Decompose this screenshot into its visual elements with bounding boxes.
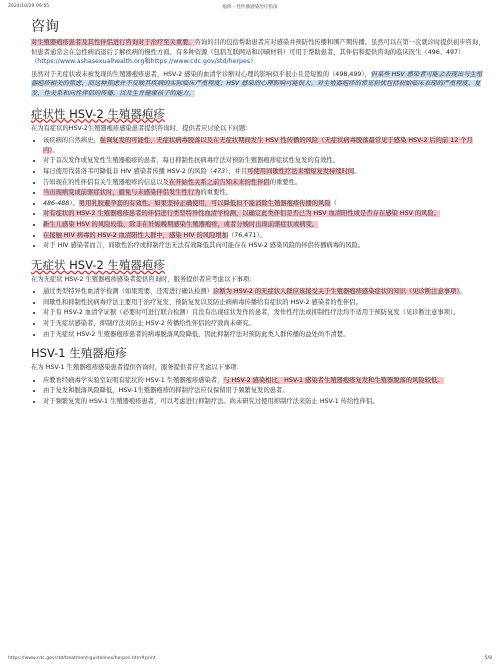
section-title-hsv1: HSV-1 生殖器疱疹 (31, 346, 127, 361)
highlight-text: 但某些 HSV 感染者可能会表现出与生殖器疱疹相关的焦虑、而这种焦虑并不反映其疾病的实际临床严重程度；HSV 感染的心理影响可能很大。对生殖器疱疹的常见担忧包括初始临床表现的严重程度、复发、性关系和向性伴侣的传播，以及生育健康孩子的能力。 (31, 70, 483, 97)
page-number: 5/8 (484, 656, 492, 661)
list-item (43, 209, 486, 219)
section-title-asymptomatic: 无症状 HSV-2 生殖器疱疹 (31, 257, 165, 272)
list-item: • 该疾病的自然病史，强调复发的可能性、无症状病毒脱落以及在无症状期间发生 HSV 性传播的风险（无症状病毒脱落最常见于感染 HSV-2 后的前 12 个月内）。 (43, 136, 486, 155)
list-item: • 对于有 HSV-2 血清学证据（必要时可进行联合检测）且没有出现症状发作的患者，发作性疗法或抑制性疗法均不适用于预防复发（见诊断注意事项）。 (43, 308, 486, 318)
counseling-paragraph-1: 对生殖器疱疹患者及其性伴侣进行咨询对于治疗至关重要。咨询的目的包括帮助患者应对感染并预防性传播和围产期传播。虽然可以在第一次就诊时提供初步咨询，但患者通常会在急性病消退后了解疾病的慢性方面。有多种资源（包括互联网站和印刷材料）可用于帮助患者、其伴侣和提供咨询的临床医生（496、497）（https://www.ashasexualhealth.org和https://www.cdc.gov/std/herpes） (31, 39, 485, 66)
section-title-symptomatic: 症状性 HSV-2 生殖器疱疹 (31, 106, 165, 121)
list-item: • 间歇性和抑制性抗病毒疗法主要用于治疗复发、预防复发以及防止病病毒传播给有症状的 HSV-2 感染者的性伴侣。 (43, 298, 486, 308)
print-datetime: 2024/10/29 09:55 (8, 4, 50, 9)
symptomatic-list (31, 136, 486, 251)
link-asha[interactable]: https://www.ashasexualhealth.org (37, 58, 145, 66)
highlight-text: 在接触 HIV 病毒的 HSV-2 血清阳性人群中，感染 HIV 的风险增加 (43, 231, 228, 239)
highlight-text: 在开始性关系之前告知未来的性伴侣 (168, 178, 270, 186)
list-item: • 在接触 HIV 病毒的 HSV-2 血清阳性人群中，感染 HIV 的风险增加（76,471）。 (43, 231, 486, 241)
section-intro: 在为 HSV-1 生殖器疱疹感染患者提供咨询时，服务提供者应考虑以下事项： (31, 364, 243, 372)
hsv1-list (31, 376, 486, 407)
list-item: • 通过类型特异性血清学检测（如果需要，还需进行确认检测）诊断为 HSV-2 的无症状人群应该接受关于生殖器疱疹感染症状的知识（见诊断注意事项）。 (43, 287, 486, 297)
list-item: • 告知现在的性伴侣有关生殖器疱疹的信息以及在开始性关系之前告知未来的性伴侣的重要性。 (43, 178, 486, 188)
page-content (31, 18, 486, 408)
list-item: • 由于无症状 HSV-2 生殖器疱疹患者的病毒脱落风险降低，因此抑制疗法对预防此类人群传播的益处尚不清楚。 (43, 330, 486, 340)
highlight-text: 强调复发的可能性、无症状病毒脱落以及在无症状期间发生 HSV 性传播的风险（无症状病毒脱落最常见于感染 HSV-2 后的前 12 个月内） (43, 137, 473, 154)
section-hsv1 (31, 346, 486, 406)
list-item: • 由于复发和脱落风险降低，HSV-1生殖器疱疹的抑制疗法应仅保留用于频繁复发的患者。 (43, 386, 486, 396)
list-item: • 对于 HIV 感染者而言，间歇性治疗或抑制疗法无法有效降低其向可能存在 HSV-2 感染风险的伴侣传播病毒的风险。 (43, 241, 486, 251)
section-symptomatic (31, 107, 486, 251)
print-url: https://www.cdc.gov/std/treatment-guidelines/herpes.htm#print (8, 656, 156, 661)
asymptomatic-list (31, 287, 486, 339)
highlight-text: 男用乳胶避孕套的有效性。如果坚持正确使用，可以降低但不能消除生殖器疱疹传播的风险 (78, 199, 331, 207)
section-title-counseling: 咨询 (31, 19, 59, 35)
print-footer (8, 656, 492, 664)
highlight-text: 新生儿感染 HSV 的风险较低，除非在妊娠晚期感染生殖器疱疹，或者分娩时出现前驱症状或病变。 (43, 220, 319, 228)
list-item: • 对于频繁复发的 HSV-1 生殖器疱疹患者，可以考虑进行抑制疗法。尚未研究过使用抑制疗法来防止 HSV-1 传给性伴侣。 (43, 397, 486, 407)
highlight-text: 当出现病变或前驱症状时，避免与未感染伴侣发生性行为 (43, 189, 201, 197)
print-header (8, 4, 492, 14)
section-asymptomatic (31, 258, 486, 340)
section-intro: 在为无症状 HSV-2 生殖器疱疹感染者提供咨询时，服务提供者应考虑以下事项： (31, 275, 256, 283)
highlight-text: 对有症状的 HSV-2 生殖器疱疹患者的伴侣进行类型特异性血清学检测，以确定此类伴侣是否已为 HSV 血清阳性或是否存在感染 HSV 的风险。 (43, 210, 441, 218)
list-item: • 每日使用伐昔洛韦可降低非 HIV 感染者传播 HSV-2 的风险（473），并且可使用间歇性疗法来缩短复发持续时间。 (43, 167, 486, 177)
list-item (43, 220, 486, 230)
list-item: • 应教育经病毒学实验室证明有症状的 HSV-1 生殖器疱疹感染者，与 HSV-2 感染相比，HSV-1 感染者生殖器疱疹复发和生殖器脱落的风险较低。 (43, 376, 486, 386)
highlight-text: 可使用间歇性疗法来缩短复发持续时间 (247, 167, 355, 175)
print-doc-title: 疱疹 - 性传播感染治疗指南 (222, 5, 278, 10)
counseling-paragraph-2: 虽然对于无症状或未被发现的生殖器疱疹患者，HSV-2 感染的血清学诊断对心理的影响似乎很小且是短暂的（498,499），但某些 HSV 感染者可能会表现出与生殖器疱疹相关的焦虑、而这种焦虑并不反映其疾病的实际临床严重程度；HSV 感染的心理影响可能很大。对生殖器疱疹的常见担忧包括初始临床表现的严重程度、复发、性关系和向性伴侣的传播，以及生育健康孩子的能力。 (31, 70, 483, 97)
highlight-text: 对生殖器疱疹患者及其性伴侣进行咨询对于治疗至关重要。 (31, 39, 195, 46)
highlight-text: 诊断为 HSV-2 的无症状人群应该接受关于生殖器疱疹感染症状的知识（见诊断注意事项） (213, 288, 460, 296)
list-item: • 对于无症状感染者，抑制疗法对防止 HSV-2 传播给性伴侣的疗效尚未研究。 (43, 319, 486, 329)
list-item: • 486-488）。男用乳胶避孕套的有效性。如果坚持正确使用，可以降低但不能消除生殖器疱疹传播的风险（ (43, 199, 486, 209)
list-item: • 对于首次发作或复发性生殖器疱疹的患者，每日抑制性抗病毒疗法对预防生殖器疱疹症状性复发的有效性。 (43, 156, 486, 166)
list-item: • 当出现病变或前驱症状时，避免与未感染伴侣发生性行为的重要性。 (43, 188, 486, 198)
highlight-text: 与 HSV-2 感染相比，HSV-1 感染者生殖器疱疹复发和生殖器脱落的风险较低。 (223, 376, 444, 384)
section-intro: 在为有症状的HSV-2生殖器疱疹感染患者提供咨询时，提供者应讨论以下问题： (31, 124, 252, 132)
link-cdc-herpes[interactable]: https://www.cdc.gov/std/herpes (150, 58, 251, 66)
